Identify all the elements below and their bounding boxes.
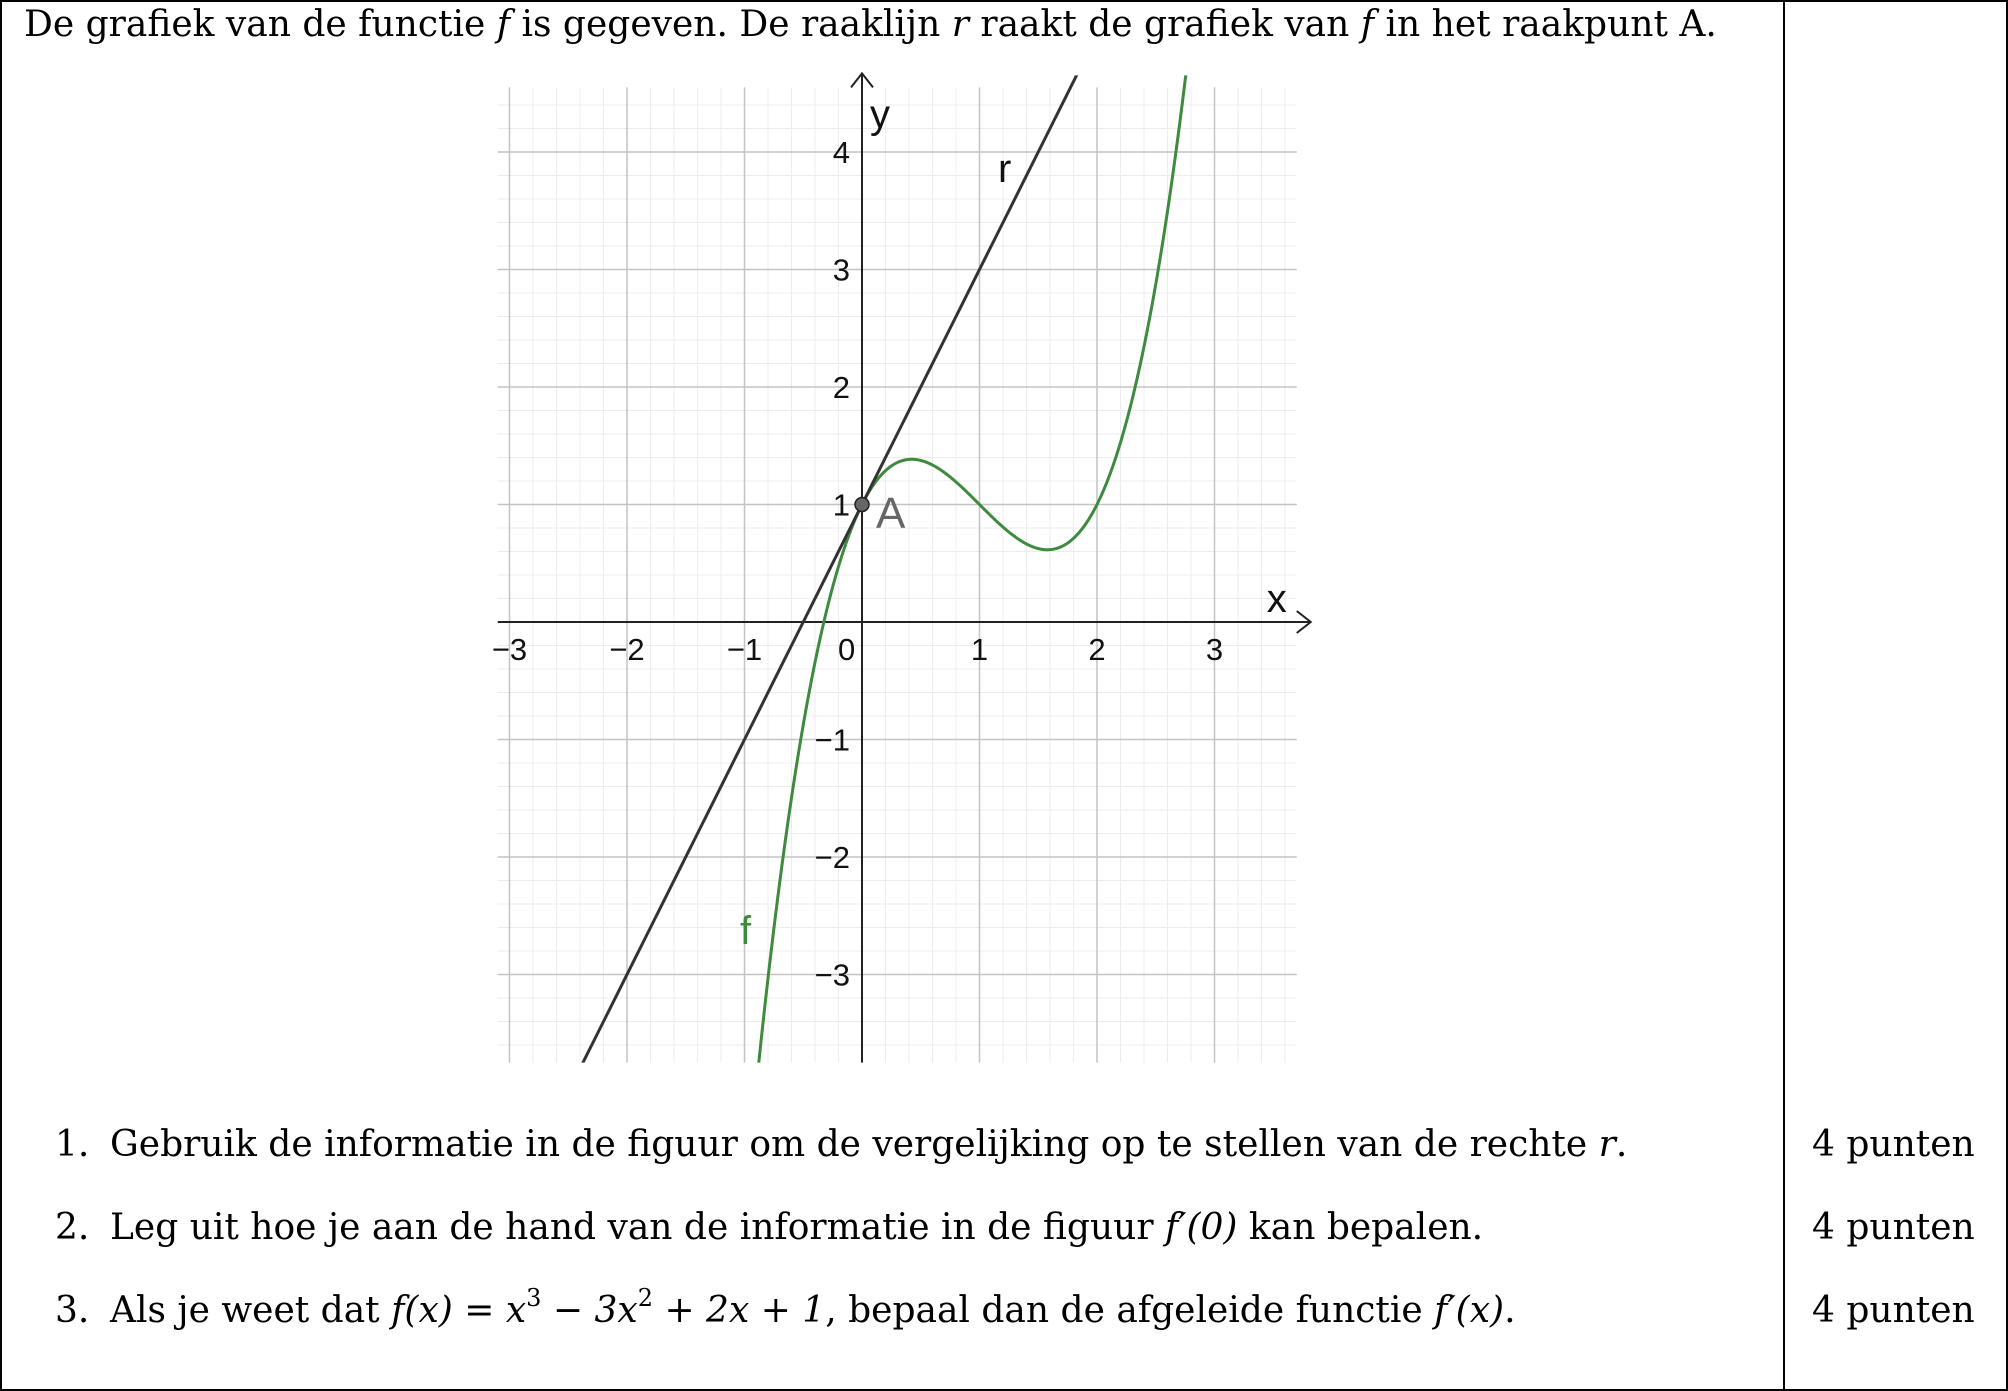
question-2: 2. Leg uit hoe je aan de hand van de informatie in de figuur f′(0) kan bepalen.: [55, 1203, 1483, 1253]
x-axis-label: x: [1266, 577, 1287, 621]
question-3: 3. Als je weet dat $f(x) = x^3 - 3x^2 + 2x + 1$, bepaal dan de afgeleide functie f′(x).: [55, 1286, 1516, 1336]
curve-f: [498, 0, 1297, 1391]
intro-text: De grafiek van de functie f is gegeven. De raaklijn r raakt de grafiek van f in het raakpunt A.: [24, 4, 1717, 45]
y-tick-label: −2: [814, 840, 850, 875]
x-tick-label: 2: [1088, 632, 1106, 667]
y-tick-label: 3: [832, 252, 850, 288]
question-number: 1.: [55, 1124, 90, 1165]
y-tick-label: 4: [832, 135, 850, 170]
question-number: 3.: [55, 1290, 90, 1331]
y-tick-label: 1: [832, 487, 850, 523]
x-tick-label: 0: [838, 632, 856, 667]
x-tick-label: −3: [491, 632, 528, 667]
y-tick-label: 2: [832, 370, 850, 405]
curve-label-f: f: [740, 909, 752, 953]
y-tick-label: −1: [814, 722, 850, 758]
x-tick-label: −1: [726, 632, 763, 667]
x-tick-label: 3: [1205, 632, 1224, 667]
axes: [498, 73, 1311, 1062]
question-1: 1. Gebruik de informatie in de figuur om de vergelijking op te stellen van de rechte r.: [55, 1120, 1627, 1170]
question-3-points: 4 punten: [1812, 1290, 1975, 1331]
minor-grid: [498, 87, 1297, 1062]
y-tick-label: −3: [814, 957, 850, 993]
question-1-points: 4 punten: [1812, 1124, 1975, 1165]
y-axis-label: y: [870, 92, 890, 137]
x-tick-label: −2: [609, 632, 645, 667]
curve-label-r: r: [998, 147, 1012, 191]
point-label-A: A: [876, 489, 906, 538]
question-number: 2.: [55, 1207, 90, 1248]
tick-labels: [492, 135, 1223, 993]
point-A: [855, 498, 869, 512]
curve-r: [498, 0, 1297, 1233]
question-2-points: 4 punten: [1812, 1207, 1975, 1248]
x-tick-label: 1: [970, 632, 989, 667]
curves: [498, 0, 1297, 1391]
curve-labels: [740, 147, 1011, 953]
